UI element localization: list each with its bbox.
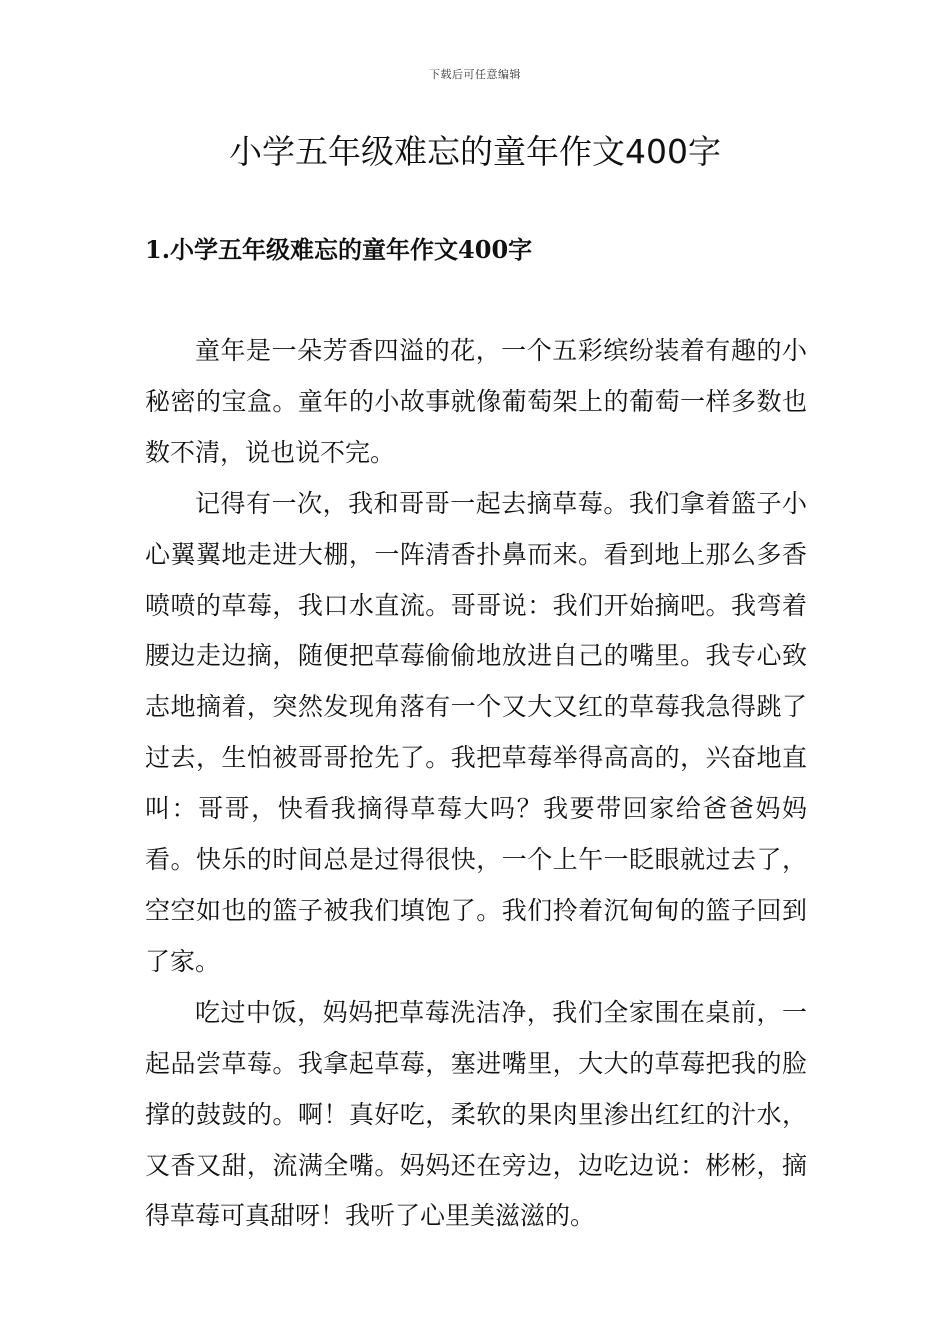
header-note: 下载后可任意编辑 <box>429 68 521 81</box>
section-heading: 1.小学五年级难忘的童年作文400字 <box>145 235 533 264</box>
document-title: 小学五年级难忘的童年作文400字 <box>229 132 721 171</box>
paragraph-3: 吃过中饭，妈妈把草莓洗洁净，我们全家围在桌前，一起品尝草莓。我拿起草莓，塞进嘴里，大大的草莓把我的脸撑的鼓鼓的。啊！真好吃，柔软的果肉里渗出红红的汁水，又香又甜，流满全嘴。妈妈还在旁边，边吃边说：彬彬，摘得草莓可真甜呀！我听了心里美滋滋的。 <box>145 997 807 1231</box>
paragraph-1: 童年是一朵芳香四溢的花，一个五彩缤纷装着有趣的小秘密的宝盒。童年的小故事就像葡萄架上的葡萄一样多数也数不清，说也说不完。 <box>145 336 807 467</box>
paragraph-2: 记得有一次，我和哥哥一起去摘草莓。我们拿着篮子小心翼翼地走进大棚，一阵清香扑鼻而来。看到地上那么多香喷喷的草莓，我口水直流。哥哥说：我们开始摘吧。我弯着腰边走边摘，随便把草莓偷偷地放进自己的嘴里。我专心致志地摘着，突然发现角落有一个又大又红的草莓我急得跳了过去，生怕被哥哥抢先了。我把草莓举得高高的，兴奋地直叫：哥哥，快看我摘得草莓大吗？我要带回家给爸爸妈妈看。快乐的时间总是过得很快，一个上午一眨眼就过去了，空空如也的篮子被我们填饱了。我们拎着沉甸甸的篮子回到了家。 <box>145 488 807 976</box>
essay-body <box>145 326 807 1242</box>
